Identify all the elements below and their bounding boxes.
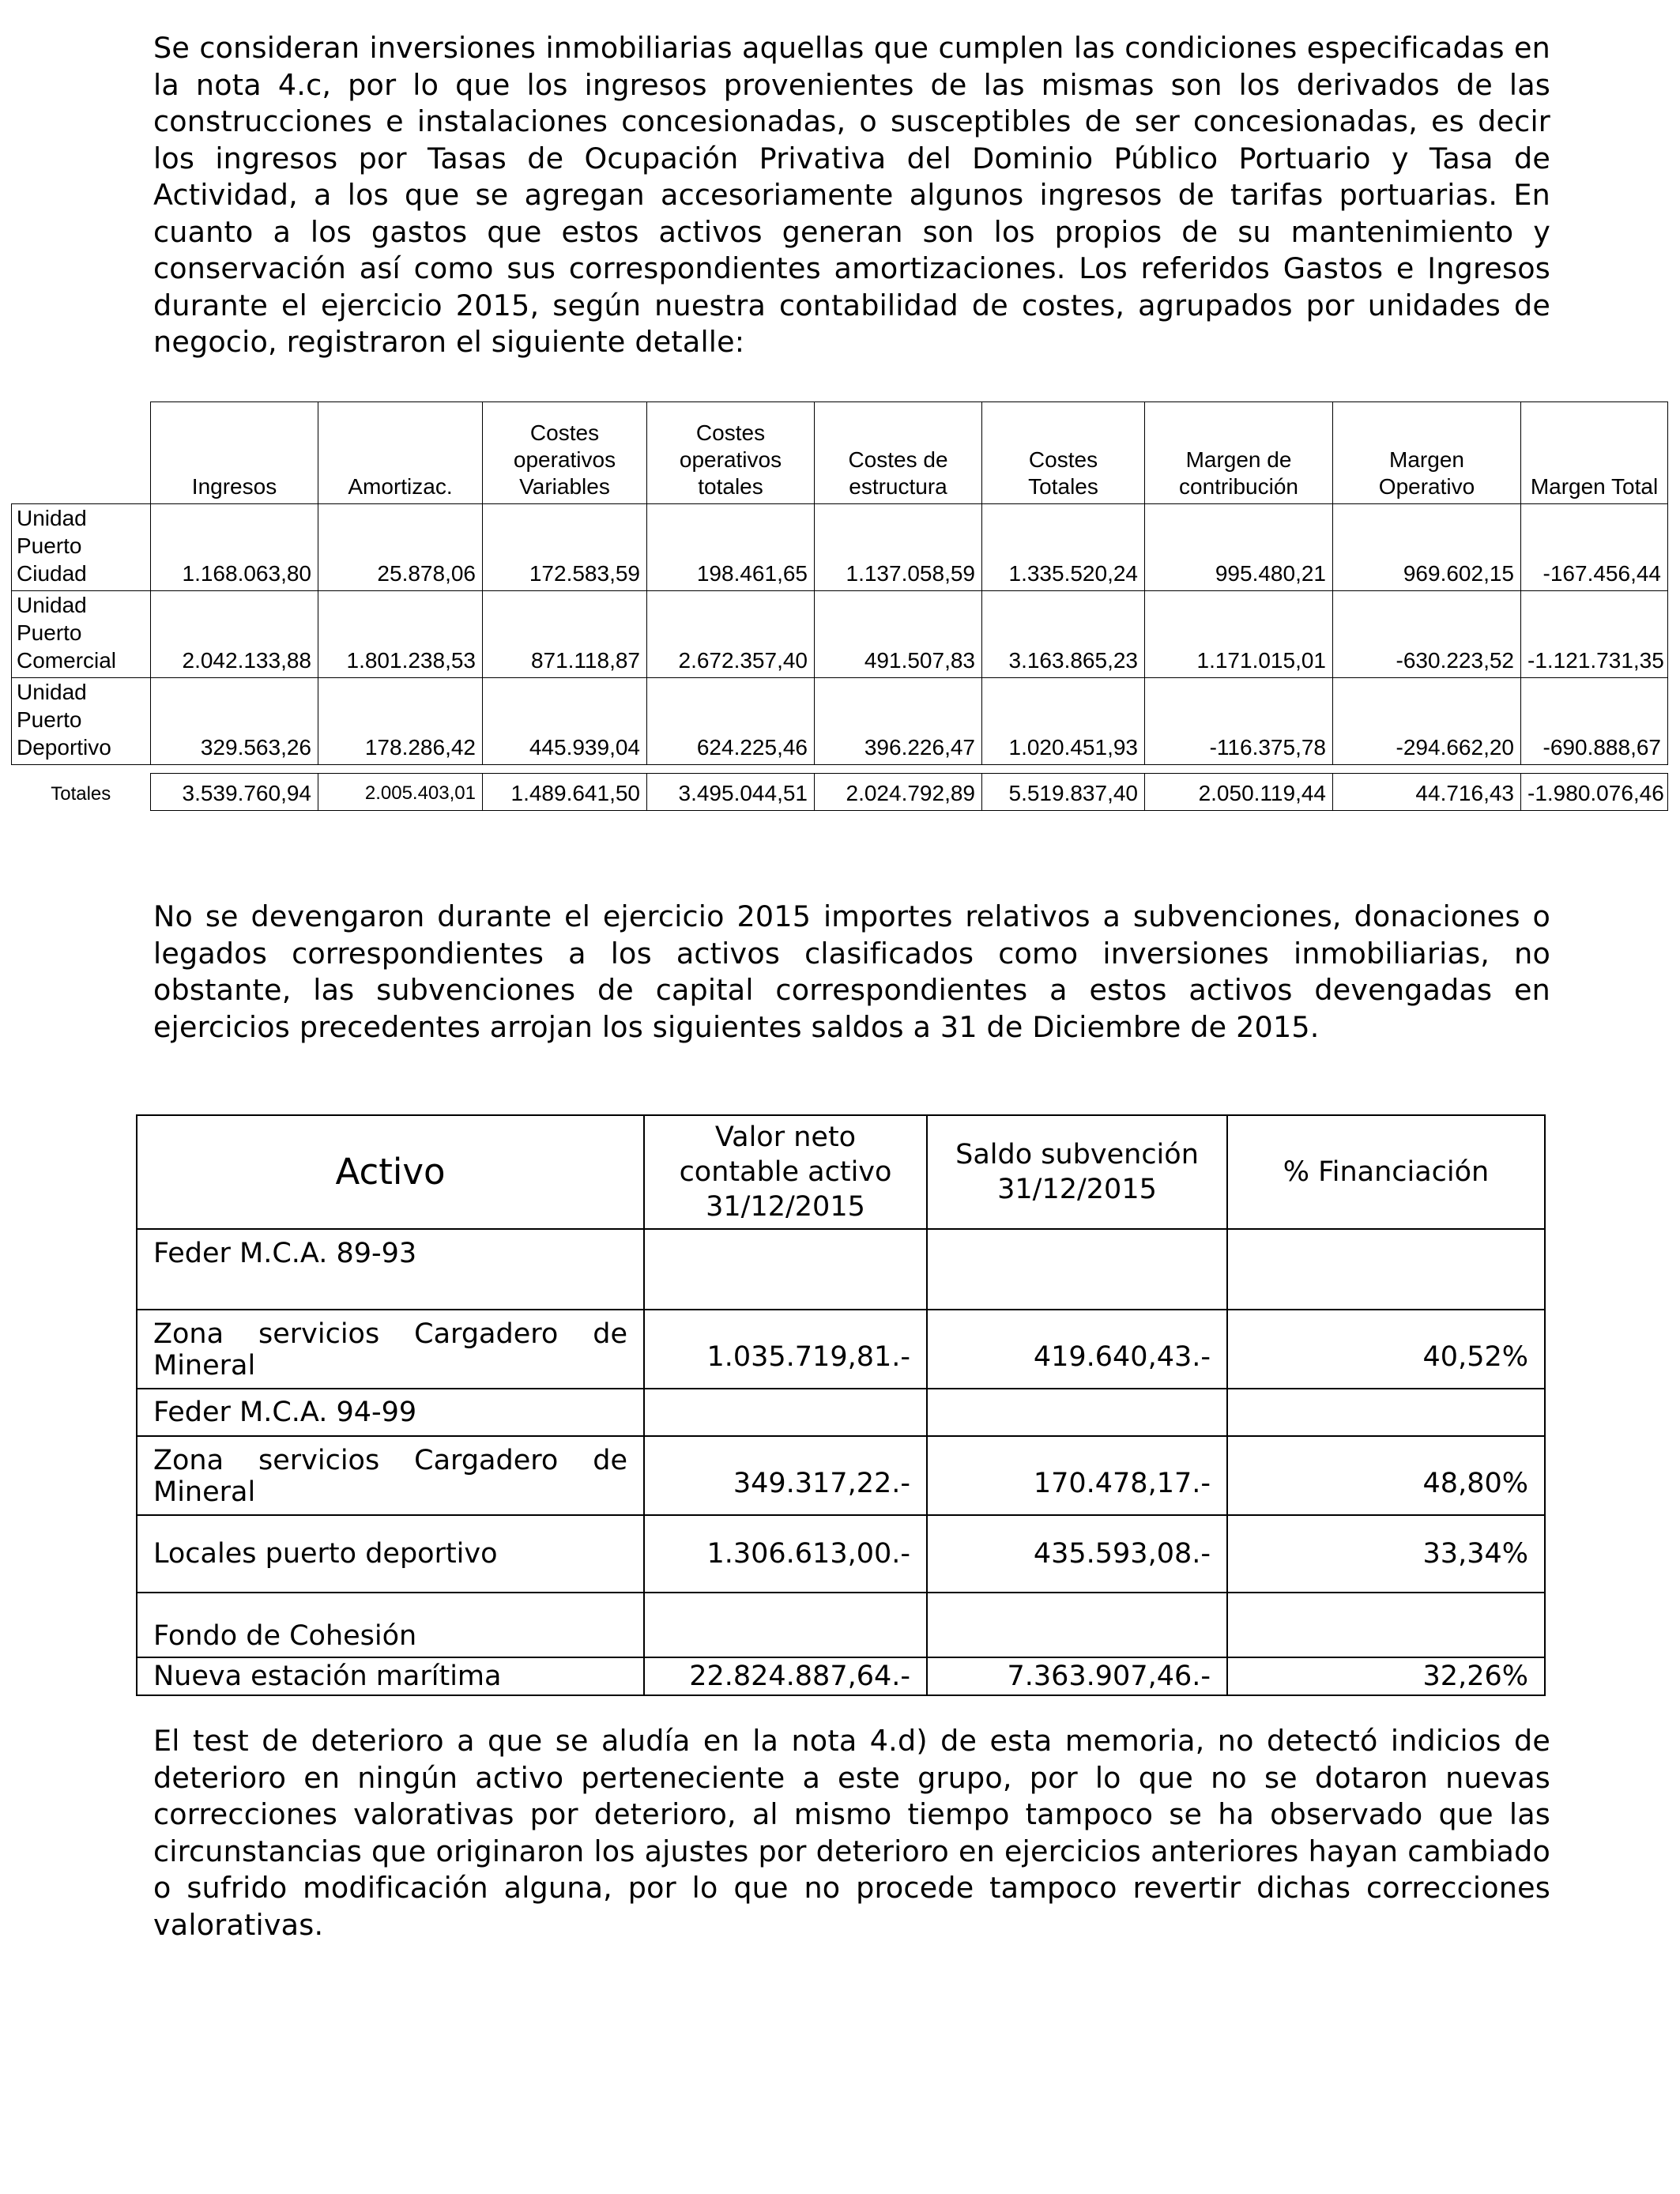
table-cell: -294.662,20: [1333, 678, 1521, 765]
cost-table: [11, 401, 1668, 811]
table-row: [12, 591, 1668, 678]
table-cell: -630.223,52: [1333, 591, 1521, 678]
subsidy-table: [136, 1114, 1546, 1696]
cost-table-corner: [12, 402, 151, 504]
table-cell: [644, 1389, 927, 1436]
table-cell: 2.042.133,88: [151, 591, 318, 678]
table-cell: 5.519.837,40: [982, 774, 1145, 811]
table-cell: 871.118,87: [483, 591, 647, 678]
cost-header: Amortizac.: [318, 402, 483, 504]
table-cell: 2.024.792,89: [815, 774, 982, 811]
cost-header: Margen Total: [1521, 402, 1668, 504]
table-cell: 435.593,08.-: [927, 1515, 1227, 1593]
table-cell: 48,80%: [1227, 1436, 1545, 1515]
table-cell: [1227, 1389, 1545, 1436]
table-cell: [644, 1593, 927, 1657]
table-cell: Nueva estación marítima: [137, 1657, 644, 1695]
table-cell: [644, 1229, 927, 1310]
table-cell: 995.480,21: [1145, 504, 1333, 591]
table-cell: 329.563,26: [151, 678, 318, 765]
table-cell: 198.461,65: [647, 504, 815, 591]
subsidy-header-activo: Activo: [137, 1115, 644, 1229]
table-cell: Fondo de Cohesión: [137, 1593, 644, 1657]
table-cell: 1.801.238,53: [318, 591, 483, 678]
cost-header: Costes operativos totales: [647, 402, 815, 504]
table-cell: 349.317,22.-: [644, 1436, 927, 1515]
table-cell: 419.640,43.-: [927, 1310, 1227, 1389]
table-row: [137, 1515, 1545, 1593]
table-row: [137, 1389, 1545, 1436]
table-cell: 1.489.641,50: [483, 774, 647, 811]
table-cell: Zona servicios Cargadero de Mineral: [137, 1436, 644, 1515]
table-cell: 22.824.887,64.-: [644, 1657, 927, 1695]
subsidy-header-valor: Valor neto contable activo 31/12/2015: [644, 1115, 927, 1229]
totals-label: Totales: [51, 782, 111, 805]
table-cell: 25.878,06: [318, 504, 483, 591]
table-cell: 3.539.760,94: [151, 774, 318, 811]
table-cell: -116.375,78: [1145, 678, 1333, 765]
impairment-paragraph: El test de deterioro a que se aludía en la nota 4.d) de esta memoria, no detectó indicios de deterioro en ningún activo perteneciente a este grupo, por lo que no se dotaron nuevas correcciones valorativas por deterioro, al mismo tiempo tampoco se ha observado que las circunstancias que originaron los ajustes por deterioro en ejercicios anteriores hayan cambiado o sufrido modificación alguna, por lo que no procede tampoco revertir dichas correcciones valorativas.: [153, 1724, 1550, 1942]
table-cell: 178.286,42: [318, 678, 483, 765]
table-cell: 1.137.058,59: [815, 504, 982, 591]
table-cell: 491.507,83: [815, 591, 982, 678]
table-cell: [927, 1229, 1227, 1310]
table-row: [137, 1657, 1545, 1695]
cost-header: Costes Totales: [982, 402, 1145, 504]
table-cell: 7.363.907,46.-: [927, 1657, 1227, 1695]
cost-header: Costes de estructura: [815, 402, 982, 504]
table-cell: 445.939,04: [483, 678, 647, 765]
table-cell: 1.335.520,24: [982, 504, 1145, 591]
table-row: [137, 1436, 1545, 1515]
table-cell: Zona servicios Cargadero de Mineral: [137, 1310, 644, 1389]
subsidy-paragraph: No se devengaron durante el ejercicio 2015 importes relativos a subvenciones, donaciones o legados correspondientes a los activos clasificados como inversiones inmobiliarias, no obstante, las subvenciones de capital correspondientes a estos activos devengadas en ejercicios precedentes arrojan los siguientes saldos a 31 de Diciembre de 2015.: [153, 899, 1550, 1044]
table-row: [12, 504, 1668, 591]
cost-header: Costes operativos Variables: [483, 402, 647, 504]
table-row: [137, 1593, 1545, 1657]
cost-header: Margen Operativo: [1333, 402, 1521, 504]
table-cell: 3.163.865,23: [982, 591, 1145, 678]
table-cell: 2.050.119,44: [1145, 774, 1333, 811]
table-cell: -690.888,67: [1521, 678, 1668, 765]
table-cell: 172.583,59: [483, 504, 647, 591]
table-cell: 969.602,15: [1333, 504, 1521, 591]
table-row: [137, 1229, 1545, 1310]
table-cell: 2.672.357,40: [647, 591, 815, 678]
table-cell: [927, 1593, 1227, 1657]
cost-header: Margen de contribución: [1145, 402, 1333, 504]
table-row: [137, 1310, 1545, 1389]
cost-header: Ingresos: [151, 402, 318, 504]
table-cell: [1227, 1593, 1545, 1657]
subsidy-header-saldo: Saldo subvención 31/12/2015: [927, 1115, 1227, 1229]
table-cell: Feder M.C.A. 94-99: [137, 1389, 644, 1436]
table-cell: -1.980.076,46: [1521, 774, 1668, 811]
table-cell: 32,26%: [1227, 1657, 1545, 1695]
table-cell: 396.226,47: [815, 678, 982, 765]
table-cell: -167.456,44: [1521, 504, 1668, 591]
table-cell: 2.005.403,01: [318, 774, 483, 811]
row-label: Unidad Puerto Comercial: [12, 591, 151, 678]
totals-row: [12, 774, 1668, 811]
table-cell: 40,52%: [1227, 1310, 1545, 1389]
table-cell: 3.495.044,51: [647, 774, 815, 811]
intro-paragraph: Se consideran inversiones inmobiliarias aquellas que cumplen las condiciones especificadas en la nota 4.c, por lo que los ingresos provenientes de las mismas son los derivados de las construcciones e instalaciones concesionadas, o susceptibles de ser concesionadas, es decir los ingresos por Tasas de Ocupación Privativa del Dominio Público Portuario y Tasa de Actividad, a los que se agregan accesoriamente algunos ingresos de tarifas portuarias. En cuanto a los gastos que estos activos generan son los propios de su mantenimiento y conservación así como sus correspondientes amortizaciones. Los referidos Gastos e Ingresos durante el ejercicio 2015, según nuestra contabilidad de costes, agrupados por unidades de negocio, registraron el siguiente detalle:: [153, 31, 1550, 359]
table-spacer: [12, 765, 1668, 774]
table-cell: [927, 1389, 1227, 1436]
table-cell: 44.716,43: [1333, 774, 1521, 811]
row-label: Unidad Puerto Ciudad: [12, 504, 151, 591]
table-cell: [1227, 1229, 1545, 1310]
table-cell: 1.171.015,01: [1145, 591, 1333, 678]
table-cell: 170.478,17.-: [927, 1436, 1227, 1515]
subsidy-header-financiacion: % Financiación: [1227, 1115, 1545, 1229]
table-cell: Feder M.C.A. 89-93: [137, 1229, 644, 1310]
table-cell: 33,34%: [1227, 1515, 1545, 1593]
table-cell: 1.168.063,80: [151, 504, 318, 591]
table-cell: -1.121.731,35: [1521, 591, 1668, 678]
table-cell: 1.306.613,00.-: [644, 1515, 927, 1593]
table-row: [12, 678, 1668, 765]
table-cell: 1.020.451,93: [982, 678, 1145, 765]
table-cell: Locales puerto deportivo: [137, 1515, 644, 1593]
table-cell: 1.035.719,81.-: [644, 1310, 927, 1389]
table-cell: 624.225,46: [647, 678, 815, 765]
row-label: Unidad Puerto Deportivo: [12, 678, 151, 765]
